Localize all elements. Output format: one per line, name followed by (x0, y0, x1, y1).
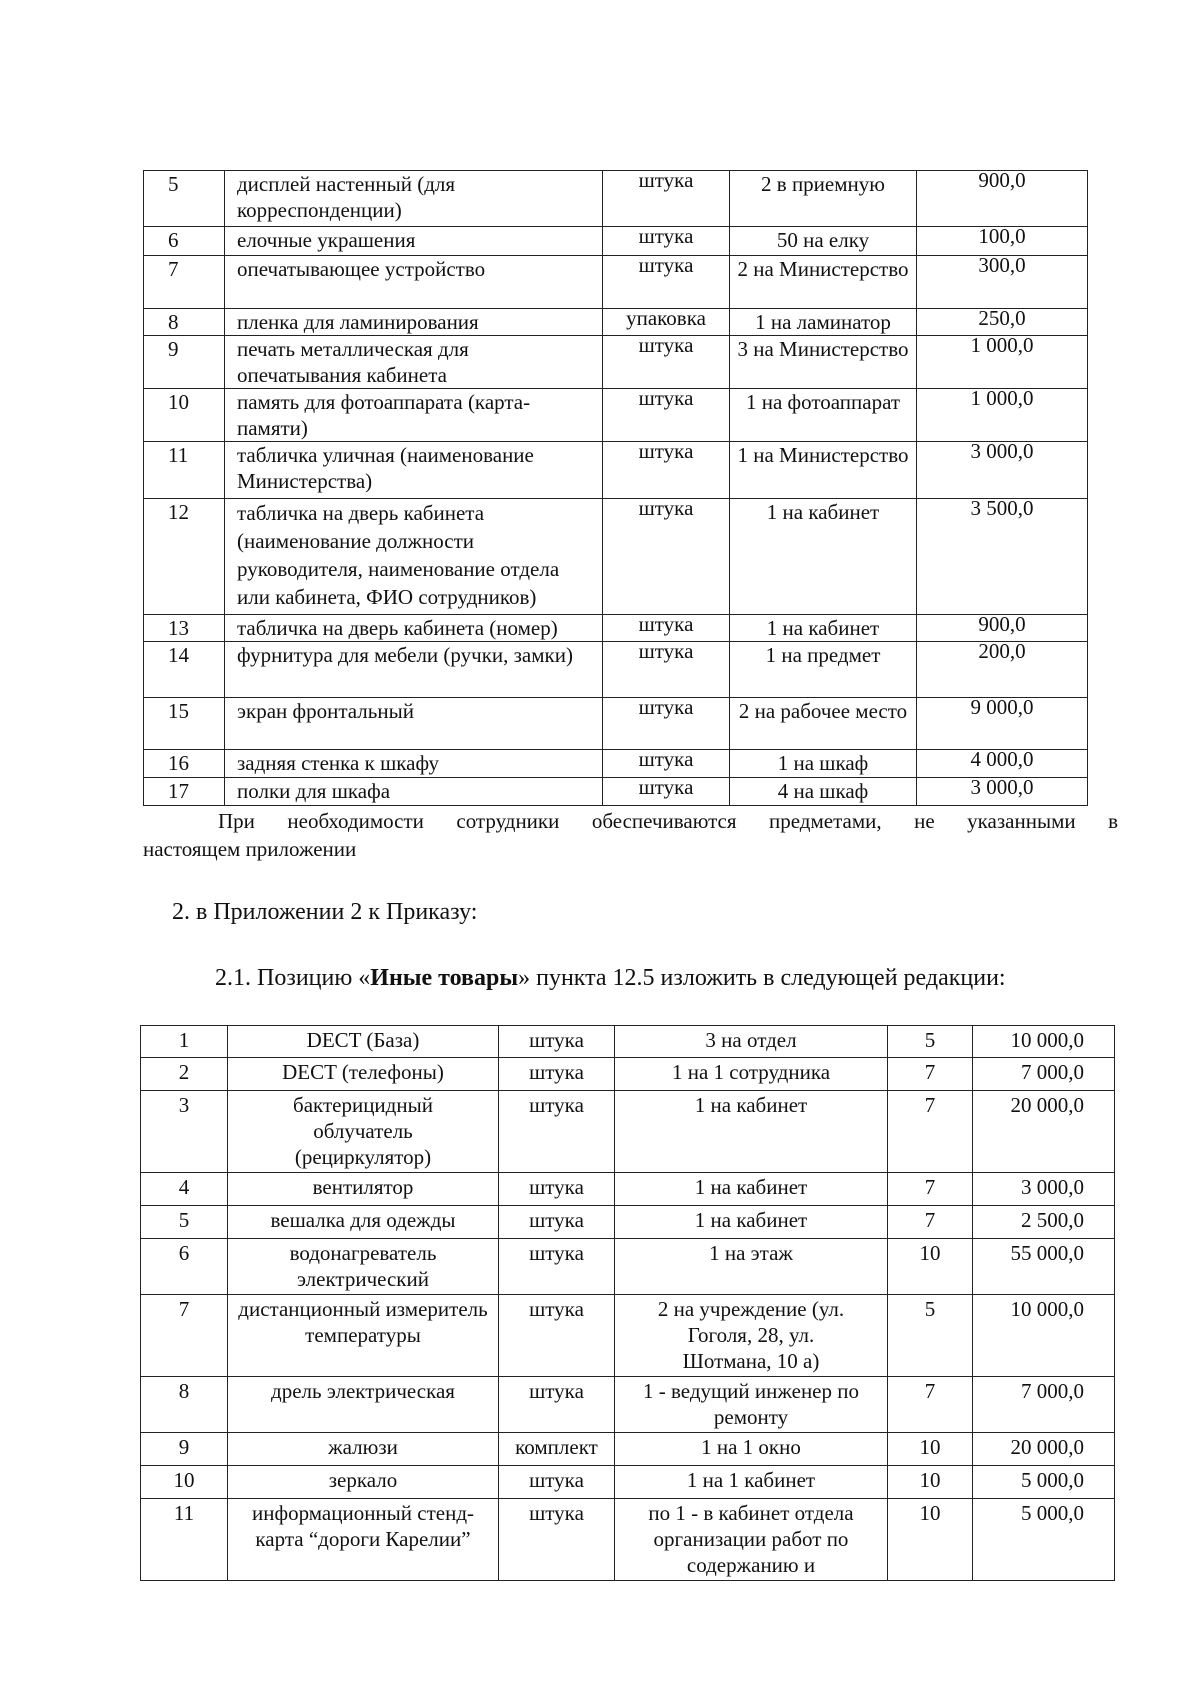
item-unit: штука (603, 778, 730, 806)
item-unit: штука (603, 227, 730, 256)
item-name: дистанционный измеритель температуры (228, 1295, 499, 1377)
row-number: 6 (144, 227, 225, 256)
table-row (141, 1239, 1115, 1295)
item-name: DECT (телефоны) (228, 1058, 499, 1091)
item-price: 9 000,0 (917, 698, 1088, 750)
item-quantity: 3 на Министерство (730, 336, 917, 389)
item-price: 7 000,0 (973, 1377, 1115, 1433)
note-line-1: При необходимости сотрудники обеспечиваются предметами, не указанными в (218, 809, 1118, 833)
item-unit: штука (499, 1466, 615, 1499)
item-quantity: 2 на учреждение (ул. Гоголя, 28, ул. Шотмана, 10 а) (615, 1295, 888, 1377)
item-name: табличка уличная (наименование Министерства) (225, 442, 603, 499)
row-number: 1 (141, 1026, 228, 1058)
item-quantity: по 1 - в кабинет отдела организации работ по содержанию и (615, 1499, 888, 1581)
item-price: 200,0 (917, 642, 1088, 698)
item-price: 900,0 (917, 171, 1088, 227)
item-name: вентилятор (228, 1173, 499, 1206)
table-row (144, 750, 1088, 778)
item-quantity: 2 на Министерство (730, 256, 917, 309)
item-years: 10 (888, 1466, 973, 1499)
item-name: печать металлическая для опечатывания кабинета (225, 336, 603, 389)
table-row (141, 1377, 1115, 1433)
item-name: дисплей настенный (для корреспонденции) (225, 171, 603, 227)
item-quantity: 1 на предмет (730, 642, 917, 698)
item-unit: штука (603, 750, 730, 778)
item-unit: штука (499, 1206, 615, 1239)
item-unit: штука (603, 336, 730, 389)
item-name: табличка на дверь кабинета (номер) (225, 615, 603, 642)
item-name: полки для шкафа (225, 778, 603, 806)
table-row (141, 1173, 1115, 1206)
item-years: 5 (888, 1026, 973, 1058)
item-quantity: 1 на Министерство (730, 442, 917, 499)
item-quantity: 1 на кабинет (730, 499, 917, 615)
row-number: 16 (144, 750, 225, 778)
item-years: 10 (888, 1499, 973, 1581)
item-quantity: 1 на кабинет (615, 1206, 888, 1239)
item-unit: штука (499, 1026, 615, 1058)
item-quantity: 1 на этаж (615, 1239, 888, 1295)
item-name: елочные украшения (225, 227, 603, 256)
item-quantity: 1 на кабинет (615, 1091, 888, 1173)
table-row (144, 336, 1088, 389)
item-unit: штука (499, 1239, 615, 1295)
item-name: вешалка для одежды (228, 1206, 499, 1239)
row-number: 7 (144, 256, 225, 309)
table-row (141, 1466, 1115, 1499)
table-row (144, 171, 1088, 227)
table-row (144, 642, 1088, 698)
table-row (141, 1091, 1115, 1173)
row-number: 4 (141, 1173, 228, 1206)
row-number: 11 (141, 1499, 228, 1581)
row-number: 6 (141, 1239, 228, 1295)
item-unit: штука (603, 499, 730, 615)
item-unit: комплект (499, 1433, 615, 1466)
item-name: память для фотоаппарата (карта-памяти) (225, 389, 603, 442)
item-quantity: 3 на отдел (615, 1026, 888, 1058)
row-number: 9 (144, 336, 225, 389)
item-unit: штука (603, 698, 730, 750)
item-years: 7 (888, 1206, 973, 1239)
items-table-2 (140, 1025, 1115, 1581)
row-number: 3 (141, 1091, 228, 1173)
table-row (144, 227, 1088, 256)
item-name: дрель электрическая (228, 1377, 499, 1433)
table-row (144, 389, 1088, 442)
items-table-1 (143, 170, 1088, 806)
item-unit: штука (603, 171, 730, 227)
table-row (144, 615, 1088, 642)
row-number: 9 (141, 1433, 228, 1466)
table-row (141, 1026, 1115, 1058)
note-paragraph (143, 807, 1118, 863)
item-name: фурнитура для мебели (ручки, замки) (225, 642, 603, 698)
item-price: 10 000,0 (973, 1026, 1115, 1058)
heading-bold-term: Иные товары (370, 965, 519, 991)
section-heading-2-1: 2.1. Позицию «Иные товары» пункта 12.5 изложить в следующей редакции: (215, 965, 1006, 991)
item-name: пленка для ламинирования (225, 309, 603, 336)
table-row (144, 256, 1088, 309)
item-price: 3 500,0 (917, 499, 1088, 615)
item-name: опечатывающее устройство (225, 256, 603, 309)
item-quantity: 50 на елку (730, 227, 917, 256)
item-quantity: 1 на 1 кабинет (615, 1466, 888, 1499)
item-price: 4 000,0 (917, 750, 1088, 778)
item-name: экран фронтальный (225, 698, 603, 750)
item-years: 7 (888, 1377, 973, 1433)
item-years: 5 (888, 1295, 973, 1377)
item-quantity: 1 на 1 окно (615, 1433, 888, 1466)
item-price: 250,0 (917, 309, 1088, 336)
row-number: 8 (141, 1377, 228, 1433)
row-number: 7 (141, 1295, 228, 1377)
row-number: 5 (141, 1206, 228, 1239)
table-row (141, 1295, 1115, 1377)
item-name: DECT (База) (228, 1026, 499, 1058)
item-name: жалюзи (228, 1433, 499, 1466)
item-quantity: 2 на рабочее место (730, 698, 917, 750)
item-price: 3 000,0 (917, 778, 1088, 806)
item-quantity: 1 на фотоаппарат (730, 389, 917, 442)
row-number: 2 (141, 1058, 228, 1091)
item-unit: штука (499, 1058, 615, 1091)
row-number: 14 (144, 642, 225, 698)
item-quantity: 1 на 1 сотрудника (615, 1058, 888, 1091)
item-unit: штука (603, 642, 730, 698)
item-years: 10 (888, 1239, 973, 1295)
table-row (141, 1058, 1115, 1091)
row-number: 15 (144, 698, 225, 750)
section-heading-2: 2. в Приложении 2 к Приказу: (172, 899, 478, 925)
note-line-2: настоящем приложении (143, 837, 357, 861)
item-unit: штука (499, 1091, 615, 1173)
table-row (141, 1206, 1115, 1239)
item-years: 7 (888, 1058, 973, 1091)
row-number: 17 (144, 778, 225, 806)
item-quantity: 1 на шкаф (730, 750, 917, 778)
item-price: 300,0 (917, 256, 1088, 309)
item-name: задняя стенка к шкафу (225, 750, 603, 778)
item-name: табличка на дверь кабинета (наименование должности руководителя, наименование отдела или кабинета, ФИО сотрудников) (225, 499, 603, 615)
row-number: 8 (144, 309, 225, 336)
item-years: 7 (888, 1091, 973, 1173)
item-name: зеркало (228, 1466, 499, 1499)
row-number: 12 (144, 499, 225, 615)
item-name: водонагреватель электрический (228, 1239, 499, 1295)
item-unit: штука (499, 1173, 615, 1206)
row-number: 11 (144, 442, 225, 499)
item-quantity: 1 на кабинет (730, 615, 917, 642)
item-quantity: 1 на кабинет (615, 1173, 888, 1206)
item-unit: штука (603, 256, 730, 309)
item-quantity: 2 в приемную (730, 171, 917, 227)
table-row (144, 309, 1088, 336)
item-price: 55 000,0 (973, 1239, 1115, 1295)
table-row (144, 778, 1088, 806)
item-quantity: 1 - ведущий инженер по ремонту (615, 1377, 888, 1433)
item-years: 10 (888, 1433, 973, 1466)
item-price: 5 000,0 (973, 1466, 1115, 1499)
table-row (141, 1433, 1115, 1466)
item-price: 2 500,0 (973, 1206, 1115, 1239)
table-row (144, 499, 1088, 615)
item-unit: штука (499, 1295, 615, 1377)
item-price: 20 000,0 (973, 1433, 1115, 1466)
item-unit: штука (603, 442, 730, 499)
item-name: информационный стенд-карта “дороги Карелии” (228, 1499, 499, 1581)
item-name: бактерицидный облучатель (рециркулятор) (228, 1091, 499, 1173)
item-price: 900,0 (917, 615, 1088, 642)
item-price: 3 000,0 (973, 1173, 1115, 1206)
item-unit: упаковка (603, 309, 730, 336)
row-number: 13 (144, 615, 225, 642)
item-unit: штука (499, 1499, 615, 1581)
table-row (144, 442, 1088, 499)
item-unit: штука (603, 615, 730, 642)
item-price: 5 000,0 (973, 1499, 1115, 1581)
item-price: 3 000,0 (917, 442, 1088, 499)
table-row (144, 698, 1088, 750)
row-number: 5 (144, 171, 225, 227)
row-number: 10 (144, 389, 225, 442)
item-price: 1 000,0 (917, 336, 1088, 389)
item-price: 100,0 (917, 227, 1088, 256)
item-price: 1 000,0 (917, 389, 1088, 442)
item-price: 10 000,0 (973, 1295, 1115, 1377)
item-quantity: 4 на шкаф (730, 778, 917, 806)
row-number: 10 (141, 1466, 228, 1499)
item-unit: штука (603, 389, 730, 442)
item-price: 20 000,0 (973, 1091, 1115, 1173)
item-price: 7 000,0 (973, 1058, 1115, 1091)
item-unit: штука (499, 1377, 615, 1433)
item-years: 7 (888, 1173, 973, 1206)
table-row (141, 1499, 1115, 1581)
item-quantity: 1 на ламинатор (730, 309, 917, 336)
